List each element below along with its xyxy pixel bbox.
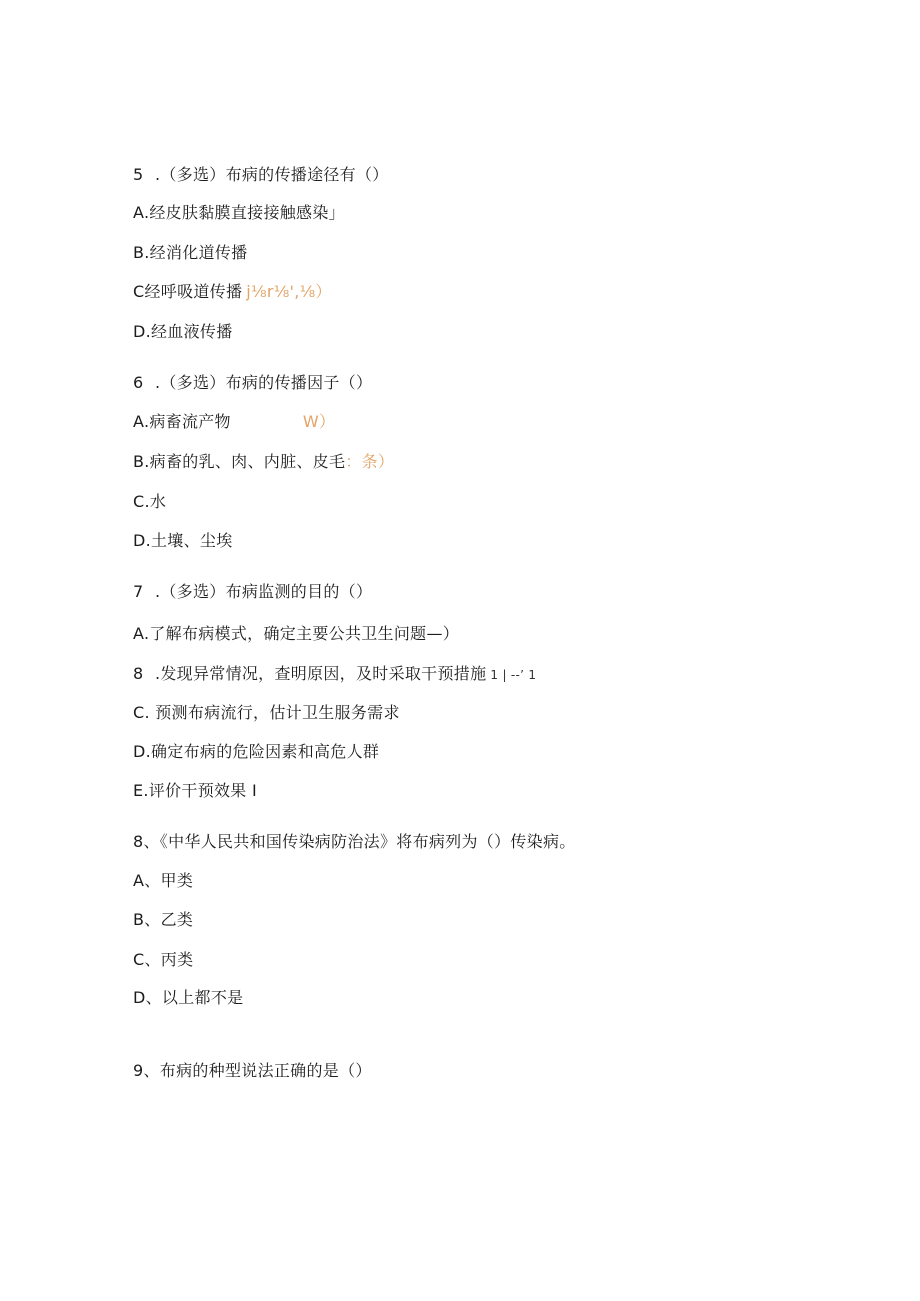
- handwritten-annotation: j⅛r⅛',⅛）: [246, 282, 332, 301]
- question-8-option-b: B、乙类: [133, 910, 194, 929]
- question-6-option-d: D.土壤、尘埃: [133, 531, 233, 550]
- question-7-option-a: A.了解布病模式，确定主要公共卫生问题—）: [133, 624, 460, 643]
- question-7-option-b: [133, 664, 536, 685]
- question-8-option-a: A、甲类: [133, 871, 194, 890]
- question-8-option-c: C、丙类: [133, 950, 194, 969]
- question-6-option-c: C.水: [133, 492, 167, 511]
- question-5-option-d: D.经血液传播: [133, 322, 233, 341]
- option-text: B.病畜的乳、肉、内脏、皮毛: [133, 452, 346, 471]
- question-5-option-c: [133, 282, 332, 302]
- question-8-stem: 8、《中华人民共和国传染病防治法》将布病列为（）传染病。: [133, 832, 576, 851]
- option-number: 8: [133, 664, 144, 683]
- question-8-option-d: D、以上都不是: [133, 988, 244, 1007]
- question-6-option-a: [133, 412, 335, 432]
- question-text: .（多选）布病的传播途径有（）: [155, 165, 389, 184]
- question-6-stem: [133, 373, 372, 393]
- question-5-option-b: B.经消化道传播: [133, 243, 248, 262]
- question-7-option-c: C. 预测布病流行，估计卫生服务需求: [133, 703, 400, 722]
- scan-artifact-mark: 1 | --’ 1: [490, 668, 537, 682]
- question-text: .（多选）布病的传播因子（）: [155, 373, 373, 392]
- question-6-option-b: [133, 452, 394, 472]
- option-text: A.病畜流产物: [133, 412, 231, 431]
- option-text: C经呼吸道传播: [133, 282, 243, 301]
- question-7-option-e: E.评价干预效果 I: [133, 781, 258, 800]
- handwritten-annotation: W）: [302, 412, 336, 431]
- question-number: 5: [133, 165, 144, 184]
- question-9-stem: 9、布病的种型说法正确的是（）: [133, 1061, 372, 1080]
- question-text: .（多选）布病监测的目的（）: [155, 582, 373, 601]
- question-number: 7: [133, 582, 144, 601]
- question-number: 6: [133, 373, 144, 392]
- option-text: .发现异常情况，查明原因，及时采取干预措施: [155, 664, 487, 683]
- handwritten-annotation: ：条）: [345, 452, 395, 471]
- question-7-stem: [133, 582, 372, 602]
- question-5-option-a: A.经皮肤黏膜直接接触感染」: [133, 203, 345, 222]
- question-7-option-d: D.确定布病的危险因素和高危人群: [133, 742, 380, 761]
- question-5-stem: [133, 165, 389, 185]
